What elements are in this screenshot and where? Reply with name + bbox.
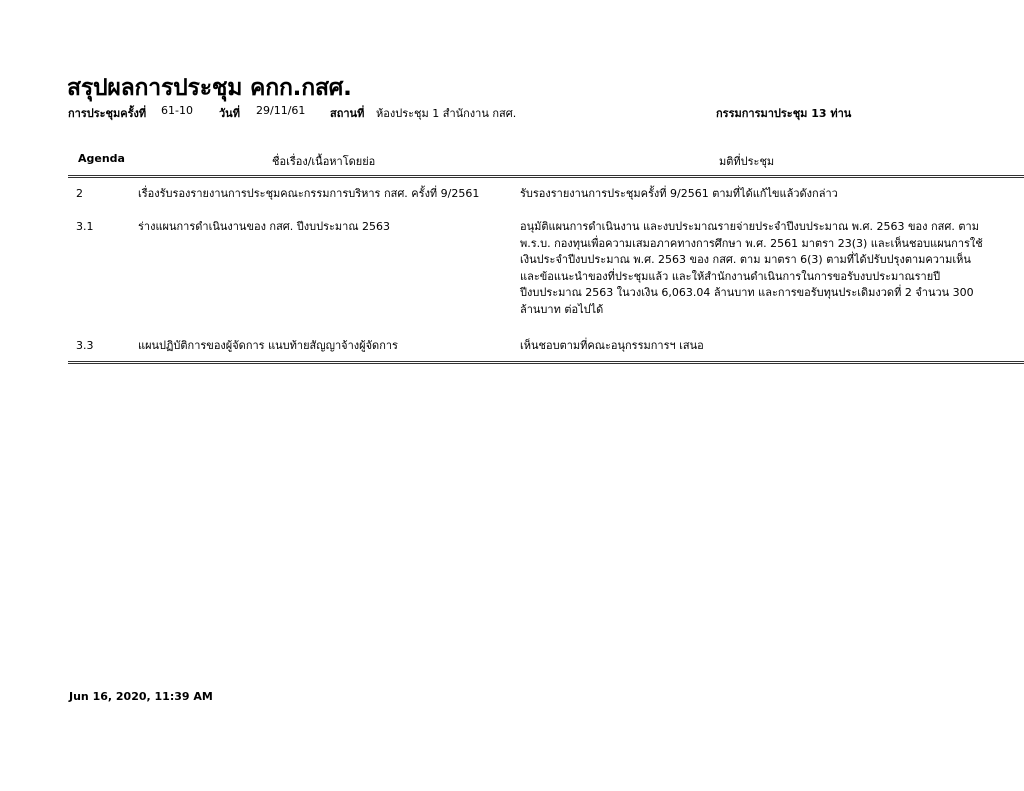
- row-decision: เห็นชอบตามที่คณะอนุกรรมการฯ เสนอ: [520, 339, 704, 352]
- row-agenda: 3.3: [76, 339, 94, 352]
- row-decision: รับรองรายงานการประชุมครั้งที่ 9/2561 ตามที่ได้แก้ไขแล้วดังกล่าว: [520, 187, 838, 200]
- row-agenda: 2: [76, 187, 83, 200]
- meeting-date-label: วันที่: [219, 107, 240, 120]
- page-title: สรุปผลการประชุม คกก.กสศ.: [67, 75, 352, 101]
- meeting-no-label: การประชุมครั้งที่: [68, 107, 147, 120]
- meeting-place-label: สถานที่: [330, 107, 365, 120]
- attendees-count: กรรมการมาประชุม 13 ท่าน: [716, 107, 852, 120]
- col-header-subject: ชื่อเรื่อง/เนื้อหาโดยย่อ: [272, 155, 376, 168]
- print-timestamp: Jun 16, 2020, 11:39 AM: [69, 690, 213, 703]
- table-bottom-divider: [68, 361, 1024, 364]
- row-agenda: 3.1: [76, 220, 94, 233]
- meeting-no-value: 61-10: [161, 104, 193, 117]
- row-subject: แผนปฏิบัติการของผู้จัดการ แนบท้ายสัญญาจ้างผู้จัดการ: [138, 339, 398, 352]
- row-subject: เรื่องรับรองรายงานการประชุมคณะกรรมการบริหาร กสศ. ครั้งที่ 9/2561: [138, 187, 480, 200]
- header-divider: [68, 175, 1024, 178]
- row-decision: อนุมัติแผนการดำเนินงาน และงบประมาณรายจ่ายประจำปีงบประมาณ พ.ศ. 2563 ของ กสศ. ตาม พ.ร.บ. กองทุนเพื่อความเสมอภาคทางการศึกษา พ.ศ. 2561 มาตรา 23(3) และเห็นชอบแผนการใช้เงินประจำปีงบประมาณ พ.ศ. 2563 ของ กสศ. ตาม มาตรา 6(3) ตามที่ได้ปรับปรุงตามความเห็นและข้อแนะนำของที่ประชุมแล้ว และให้สำนักงานดำเนินการในการขอรับงบประมาณรายปี ปีงบประมาณ 2563 ในวงเงิน 6,063.04 ล้านบาท และการขอรับทุนประเดิมงวดที่ 2 จำนวน 300 ล้านบาท ต่อไปได้: [520, 220, 983, 316]
- meeting-place-value: ห้องประชุม 1 สำนักงาน กสศ.: [376, 107, 517, 120]
- row-subject: ร่างแผนการดำเนินงานของ กสศ. ปีงบประมาณ 2563: [138, 220, 391, 233]
- col-header-agenda: Agenda: [78, 152, 125, 165]
- meeting-date-value: 29/11/61: [256, 104, 306, 117]
- col-header-decision: มติที่ประชุม: [719, 155, 775, 168]
